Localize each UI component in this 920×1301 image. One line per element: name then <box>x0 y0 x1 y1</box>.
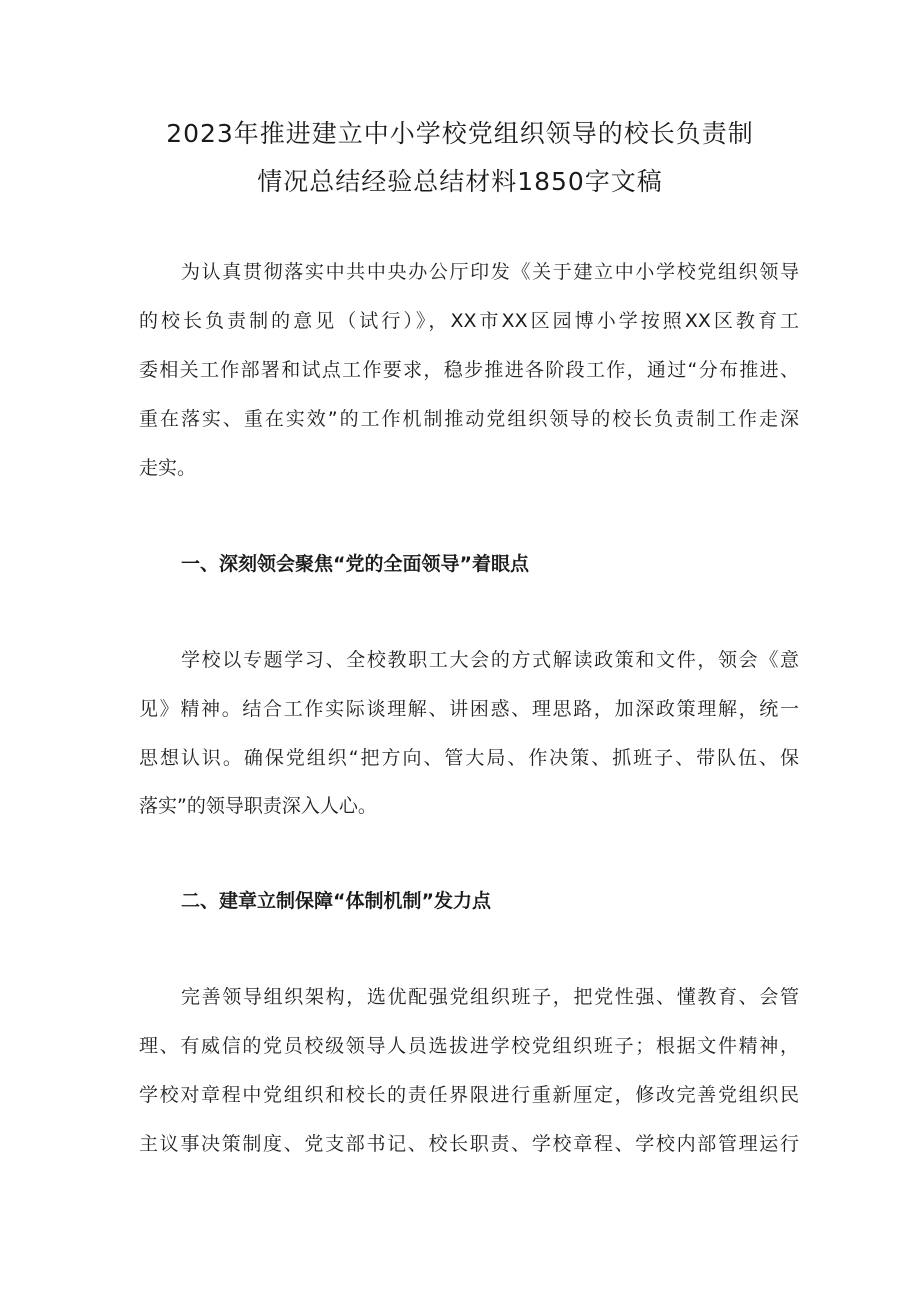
paragraph-1-line-2: 的校长负责制的意见（试行）》，XX市XX区园博小学按照XX区教育工 <box>139 310 799 332</box>
paragraph-3-line-1: 完善领导组织架构，选优配强党组织班子，把党性强、懂教育、会管 <box>181 986 799 1008</box>
paragraph-1-line-3: 委相关工作部署和试点工作要求，稳步推进各阶段工作，通过“分布推进、 <box>139 359 799 381</box>
paragraph-2-line-4: 落实”的领导职责深入人心。 <box>139 795 377 817</box>
paragraph-1-line-1: 为认真贯彻落实中共中央办公厅印发《关于建立中小学校党组织领导 <box>181 261 799 283</box>
paragraph-2-line-3: 思想认识。确保党组织“把方向、管大局、作决策、抓班子、带队伍、保 <box>139 747 799 769</box>
paragraph-3-line-4: 主议事决策制度、党支部书记、校长职责、学校章程、学校内部管理运行 <box>139 1133 799 1155</box>
paragraph-2-line-1: 学校以专题学习、全校教职工大会的方式解读政策和文件，领会《意 <box>181 649 799 671</box>
paragraph-2-line-2: 见》精神。结合工作实际谈理解、讲困惑、理思路，加深政策理解，统一 <box>139 698 799 720</box>
section-1-heading: 一、深刻领会聚焦“党的全面领导”着眼点 <box>181 553 529 575</box>
document-title-line-2: 情况总结经验总结材料1850字文稿 <box>257 167 663 196</box>
paragraph-3-line-3: 学校对章程中党组织和校长的责任界限进行重新厘定，修改完善党组织民 <box>139 1084 799 1106</box>
paragraph-1-line-5: 走实。 <box>139 457 197 479</box>
document-title-line-1: 2023年推进建立中小学校党组织领导的校长负责制 <box>166 119 754 148</box>
section-2-heading: 二、建章立制保障“体制机制”发力点 <box>181 890 491 912</box>
paragraph-3-line-2: 理、有威信的党员校级领导人员选拔进学校党组织班子；根据文件精神， <box>139 1035 799 1057</box>
paragraph-1-line-4: 重在落实、重在实效”的工作机制推动党组织领导的校长负责制工作走深 <box>139 408 799 430</box>
